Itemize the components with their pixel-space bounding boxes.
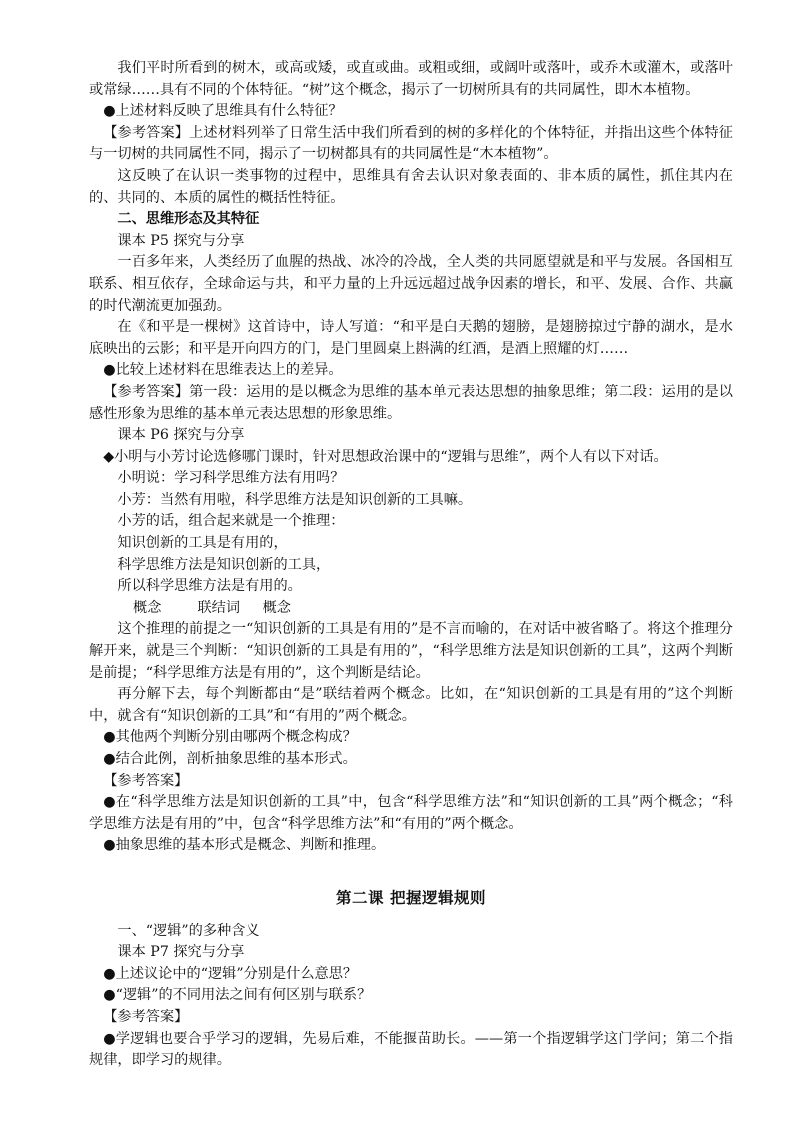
premise-1: 知识创新的工具是有用的， — [117, 535, 288, 552]
paragraph-trees: 我们平时所看到的树木，或高或矮，或直或曲。或粗或细，或阔叶或落叶，或乔木或灌木，或落叶或常绿……具有不同的个体特征。“树”这个概念，揭示了一切树所具有的共同属性，即木本植物。 — [89, 60, 733, 98]
conclusion: 所以科学思维方法是有用的。 — [117, 578, 302, 595]
textbook-ref-p7: 课本 P7 探究与分享 — [117, 944, 245, 961]
reference-answer-3: ●在“科学思维方法是知识创新的工具”中，包含“科学思维方法”和“知识创新的工具”两个概念；“科学思维方法是有用的”中，包含“科学思维方法”和“有用的”两个概念。 — [89, 794, 733, 832]
textbook-ref-p6: 课本 P6 探究与分享 — [117, 427, 245, 444]
section-heading-logic: 一、“逻辑”的多种含义 — [117, 922, 260, 939]
explanation-2: 再分解下去，每个判断都由“是”联结着两个概念。比如，在“知识创新的工具是有用的”这个判断中，就含有“知识创新的工具”和“有用的”两个概念。 — [89, 686, 733, 724]
section-heading-thinking-forms: 二、思维形态及其特征 — [117, 211, 260, 228]
textbook-ref-p5: 课本 P5 探究与分享 — [117, 232, 245, 249]
question-compare: ●比较上述材料在思维表达上的差异。 — [103, 362, 343, 379]
reference-answer-5: ●学逻辑也要合乎学习的逻辑，先易后难，不能揠苗助长。——第一个指逻辑学这门学问；第二个指规律，即学习的规律。 — [89, 1030, 733, 1069]
reference-answer-2: 【参考答案】第一段：运用的是以概念为思维的基本单元表达思想的抽象思维；第二段：运用的是以感性形象为思维的基本单元表达思想的形象思维。 — [89, 383, 733, 422]
question-forms: ●结合此例，剖析抽象思维的基本形式。 — [103, 751, 357, 767]
paragraph-poem: 在《和平是一棵树》这首诗中，诗人写道：“和平是白天鹅的翅膀，是翅膀掠过宁静的湖水，是水底映出的云影；和平是开向四方的门，是门里圆桌上斟满的红酒，是酒上照耀的灯…… — [89, 319, 733, 357]
dialogue-intro: ◆小明与小芳讨论选修哪门课时，针对思想政治课中的“逻辑与思维”，两个人有以下对话。 — [103, 448, 668, 465]
question-logic-usage: ●“逻辑”的不同用法之间有何区别与联系？ — [103, 987, 372, 1004]
question-thinking-feature: ●上述材料反映了思维具有什么特征？ — [103, 103, 343, 120]
dialogue-xiaoming: 小明说：学习科学思维方法有用吗？ — [117, 470, 345, 487]
concept-labels: 概念 联结词 概念 — [133, 599, 291, 616]
reference-answer-label-2: 【参考答案】 — [103, 1008, 189, 1025]
reference-answer-4: ●抽象思维的基本形式是概念、判断和推理。 — [103, 837, 386, 854]
reference-answer-1: 【参考答案】上述材料列举了日常生活中我们所看到的树的多样化的个体特征，并指出这些个体特征与一切树的共同属性不同，揭示了一切树都具有的共同属性是“木本植物”。 — [89, 124, 733, 163]
premise-2: 科学思维方法是知识创新的工具， — [117, 556, 331, 573]
dialogue-xiaofang: 小芳：当然有用啦，科学思维方法是知识创新的工具嘛。 — [117, 491, 473, 508]
reference-answer-1-cont: 这反映了在认识一类事物的过程中，思维具有舍去认识对象表面的、非本质的属性，抓住其内在的、共同的、本质的属性的概括性特征。 — [89, 167, 733, 206]
paragraph-peace: 一百多年来，人类经历了血腥的热战、冰冷的冷战，全人类的共同愿望就是和平与发展。各国相互联系、相互依存，全球命运与共，和平力量的上升远远超过战争因素的增长，和平、发展、合作、共赢的时代潮流更加强劲。 — [89, 254, 733, 314]
question-logic-meaning: ●上述议论中的“逻辑”分别是什么意思？ — [103, 965, 358, 982]
explanation-1: 这个推理的前提之一“知识创新的工具是有用的”是不言而喻的，在对话中被省略了。将这个推理分解开来，就是三个判断：“知识创新的工具是有用的”，“科学思维方法是知识创新的工具”，这两个判断是前提；“科学思维方法是有用的”，这个判断是结论。 — [89, 621, 733, 681]
document-body — [89, 58, 733, 1072]
dialogue-reasoning: 小芳的话，组合起来就是一个推理： — [117, 513, 345, 530]
lesson-title: 第二课 把握逻辑规则 — [336, 887, 486, 907]
question-judgments: ●其他两个判断分别由哪两个概念构成？ — [103, 729, 357, 746]
reference-answer-label: 【参考答案】 — [103, 772, 189, 789]
